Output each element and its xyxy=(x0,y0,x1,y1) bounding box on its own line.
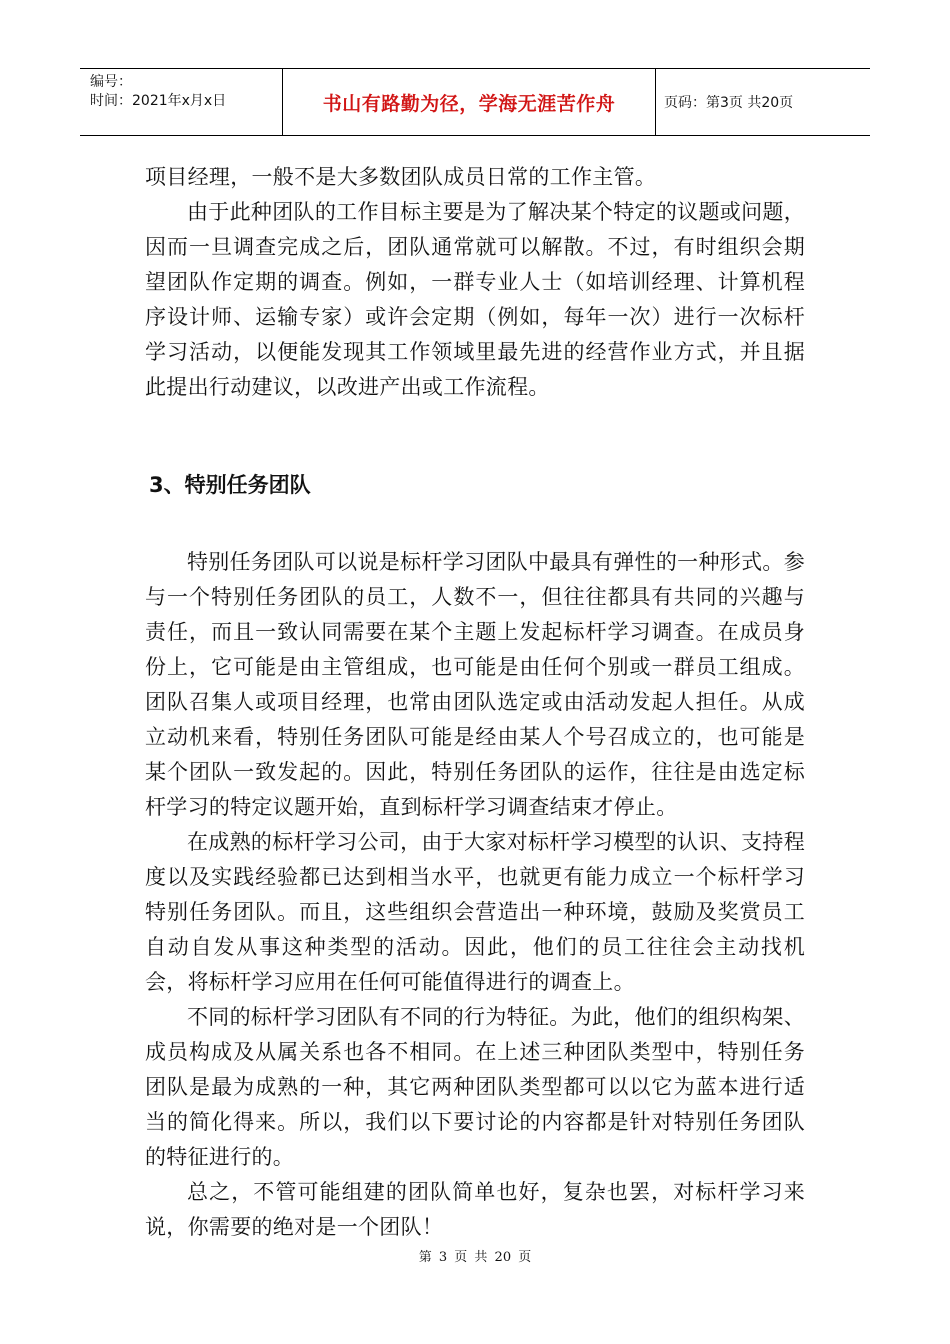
body-paragraph: 不同的标杆学习团队有不同的行为特征。为此，他们的组织构架、成员构成及从属关系也各不相同。在上述三种团队类型中，特别任务团队是最为成熟的一种，其它两种团队类型都可以以它为蓝本进行适当的简化得来。所以，我们以下要讨论的内容都是针对特别任务团队的特征进行的。 xyxy=(145,1005,805,1169)
body-paragraph: 由于此种团队的工作目标主要是为了解决某个特定的议题或问题，因而一旦调查完成之后，团队通常就可以解散。不过，有时组织会期望团队作定期的调查。例如，一群专业人士（如培训经理、计算机程序设计师、运输专家）或许会定期（例如，每年一次）进行一次标杆学习活动，以便能发现其工作领域里最先进的经营作业方式，并且据此提出行动建议，以改进产出或工作流程。 xyxy=(145,200,805,399)
document-date: 时间：2021年x月x日 xyxy=(90,93,227,109)
header-page-info: 页码：第3页 共20页 xyxy=(664,95,794,111)
document-number-label: 编号： xyxy=(90,74,132,90)
body-paragraph: 项目经理，一般不是大多数团队成员日常的工作主管。 xyxy=(145,165,657,189)
body-paragraph: 特别任务团队可以说是标杆学习团队中最具有弹性的一种形式。参与一个特别任务团队的员工，人数不一，但往往都具有共同的兴趣与责任，而且一致认同需要在某个主题上发起标杆学习调查。在成员身份上，它可能是由主管组成，也可能是由任何个别或一群员工组成。团队召集人或项目经理，也常由团队选定或由活动发起人担任。从成立动机来看，特别任务团队可能是经由某人个号召成立的，也可能是某个团队一致发起的。因此，特别任务团队的运作，往往是由选定标杆学习的特定议题开始，直到标杆学习调查结束才停止。 xyxy=(145,550,805,819)
body-paragraph: 总之，不管可能组建的团队简单也好，复杂也罢，对标杆学习来说，你需要的绝对是一个团队！ xyxy=(145,1180,805,1239)
page-header xyxy=(80,68,870,136)
page-footer: 第 3 页 共 20 页 xyxy=(418,1250,532,1265)
section-heading: 3、特别任务团队 xyxy=(149,473,311,497)
header-motto: 书山有路勤为径，学海无涯苦作舟 xyxy=(282,69,656,135)
header-meta xyxy=(80,69,282,135)
body-paragraph: 在成熟的标杆学习公司，由于大家对标杆学习模型的认识、支持程度以及实践经验都已达到相当水平，也就更有能力成立一个标杆学习特别任务团队。而且，这些组织会营造出一种环境，鼓励及奖赏员工自动自发从事这种类型的活动。因此，他们的员工往往会主动找机会，将标杆学习应用在任何可能值得进行的调查上。 xyxy=(145,830,805,994)
document-body xyxy=(145,160,805,1245)
